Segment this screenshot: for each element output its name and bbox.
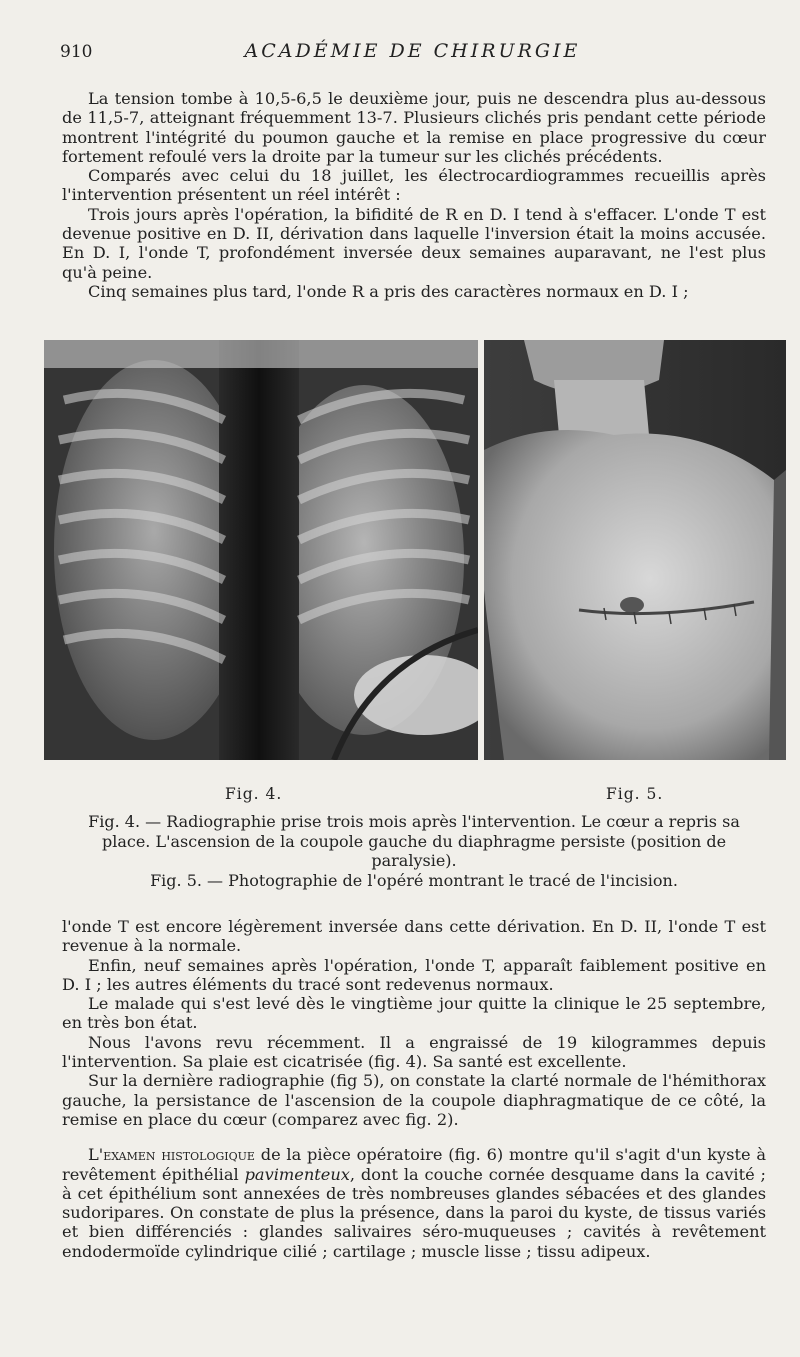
patient-photograph (484, 340, 786, 760)
figure-5-label: Fig. 5. (606, 785, 664, 803)
histology-italic: pavimenteux (244, 1164, 350, 1184)
paragraph: La tension tombe à 10,5-6,5 le deuxième jour, puis ne descendra plus au-dessous de 11,5-7, atteignant fréquemment 13-7. Plusieurs clichés pris pendant cette période montrent l'intégrité du poumon gauche et la remise en place progressive du cœur fortement refoulé vers la droite par la tumeur sur les clichés précédents. (62, 89, 766, 166)
paragraph: Nous l'avons revu récemment. Il a engraissé de 19 kilogrammes depuis l'intervention. Sa plaie est cicatrisée (fig. 4). Sa santé est excellente. (62, 1032, 766, 1072)
page-header (60, 40, 765, 70)
paragraph: Comparés avec celui du 18 juillet, les électrocardiogrammes recueillis après l'intervention présentent un réel intérêt : (62, 166, 766, 205)
paragraph: Enfin, neuf semaines après l'opération, l'onde T, apparaît faiblement positive en D. I ; les autres éléments du tracé sont redevenus normaux. (62, 955, 766, 994)
histology-lead: L'examen histologique (88, 1145, 255, 1165)
running-title: ACADÉMIE DE CHIRURGIE (244, 40, 581, 62)
caption-figure-5: Fig. 5. — Photographie de l'opéré montrant le tracé de l'incision. (150, 870, 678, 890)
figure-4-radiograph (44, 340, 478, 760)
figure-5-photograph (484, 340, 786, 760)
radiograph-image (44, 340, 478, 760)
body-text-top (62, 89, 766, 301)
caption-figure-4: Fig. 4. — Radiographie prise trois mois après l'intervention. Le cœur a repris sa place. L'ascension de la coupole gauche du diaphragme persiste (position de paralysie). (88, 812, 740, 870)
paragraph: Le malade qui s'est levé dès le vingtième jour quitte la clinique le 25 septembre, en très bon état. (62, 994, 766, 1033)
figure-4-label: Fig. 4. (225, 785, 283, 803)
paragraph: Cinq semaines plus tard, l'onde R a pris des caractères normaux en D. I ; (88, 281, 689, 301)
paragraph: l'onde T est encore légèrement inversée dans cette dérivation. En D. II, l'onde T est revenue à la normale. (62, 917, 766, 956)
histology-text-1: de la pièce opératoire (fig. 6) montre qu'il s'agit d'un kyste à revêtement épithélial (62, 1145, 766, 1184)
body-text-bottom (62, 917, 766, 1261)
paragraph: Trois jours après l'opération, la bifidité de R en D. I tend à s'effacer. L'onde T est devenue positive en D. II, dérivation dans laquelle l'inversion était la moins accusée. En D. I, l'onde T, profondément inversée deux semaines auparavant, ne l'est plus qu'à peine. (62, 204, 766, 282)
figure-captions (62, 812, 766, 890)
histology-text-2: , dont la couche cornée desquame dans la cavité ; à cet épithélium sont annexées de très nombreuses glandes sébacées et des glandes sudoripares. On constate de plus la présence, dans la paroi du kyste, de tissus variés et bien différenciés : glandes salivaires séro-muqueuses ; cavités à revêtement endodermoïde cylindrique cilié ; cartilage ; muscle lisse ; tissu adipeux. (62, 1164, 766, 1261)
page-number: 910 (60, 42, 93, 62)
histology-paragraph (62, 1145, 766, 1261)
paragraph: Sur la dernière radiographie (fig 5), on constate la clarté normale de l'hémithorax gauche, la persistance de l'ascension de la coupole diaphragmatique de ce côté, la remise en place du cœur (comparez avec fig. 2). (62, 1071, 766, 1129)
